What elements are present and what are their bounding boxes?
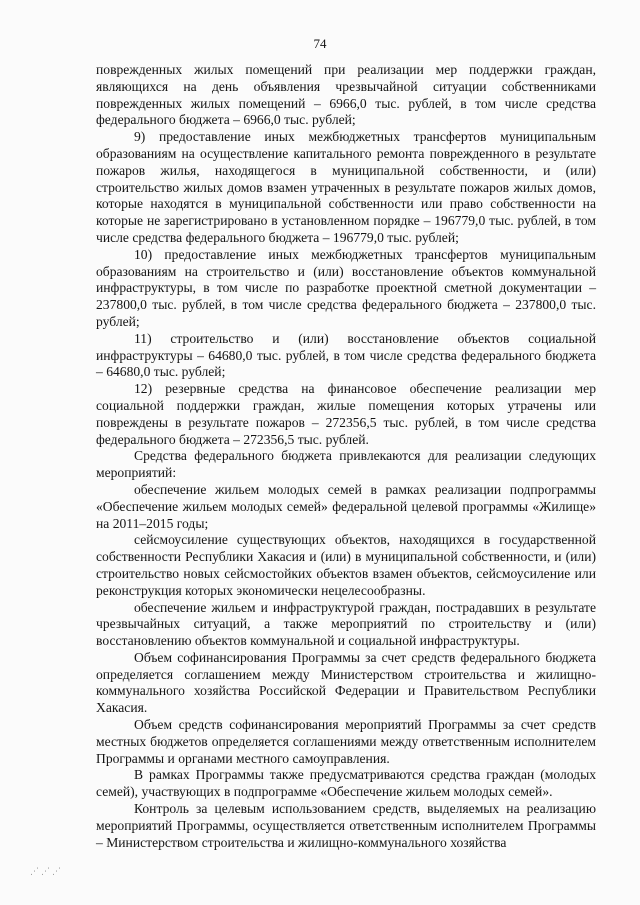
paragraph: 9) предоставление иных межбюджетных трансфертов муниципальным образованиям на осуществление капитального ремонта поврежденного в результате пожаров жилья, находящегося в муниципальной собственности, и (или) строительство жилых домов взамен утраченных в результате пожаров жилых домов, которые находятся в муниципальной собственности или право собственности на которые не зарегистрировано в установленном порядке – 196779,0 тыс. рублей, в том числе средства федерального бюджета – 196779,0 тыс. рублей; (96, 129, 596, 245)
paragraph: Контроль за целевым использованием средств, выделяемых на реализацию мероприятий Программы, осуществляется ответственным исполнителем Программы – Министерством строительства и жилищно-коммунального хозяйства (96, 801, 596, 850)
paragraph: Средства федерального бюджета привлекаются для реализации следующих мероприятий: (96, 448, 596, 481)
paragraph: поврежденных жилых помещений при реализации мер поддержки граждан, являющихся на день объявления чрезвычайной ситуации собственниками поврежденных жилых помещений – 6966,0 тыс. рублей, в том числе средства федерального бюджета – 6966,0 тыс. рублей; (96, 62, 596, 128)
paragraph: сейсмоусиление существующих объектов, находящихся в государственной собственности Республики Хакасия и (или) в муниципальной собственности, и (или) строительство новых сейсмостойких объектов взамен объектов, сейсмоусиление или реконструкция которых экономически нецелесообразны. (96, 532, 596, 598)
paragraph: Объем софинансирования Программы за счет средств федерального бюджета определяется соглашением между Министерством строительства и жилищно-коммунального хозяйства Российской Федерации и Правительством Республики Хакасия. (96, 649, 596, 716)
scan-artifact-mark: ⋰⋰⋰ (30, 867, 63, 877)
paragraph: В рамках Программы также предусматриваются средства граждан (молодых семей), участвующих в подпрограмме «Обеспечение жильем молодых семей». (96, 767, 596, 800)
paragraph: обеспечение жильем и инфраструктурой граждан, пострадавших в результате чрезвычайных ситуаций, а также мероприятий по строительству и (или) восстановлению объектов коммунальной и социальной инфраструктуры. (96, 599, 596, 649)
paragraph: обеспечение жильем молодых семей в рамках реализации подпрограммы «Обеспечение жильем молодых семей» федеральной целевой программы «Жилище» на 2011–2015 годы; (96, 481, 596, 531)
page-number: 74 (313, 36, 327, 51)
paragraph: 12) резервные средства на финансовое обеспечение реализации мер социальной поддержки граждан, жилые помещения которых утрачены или повреждены в результате пожаров – 272356,5 тыс. рублей, в том числе средства федерального бюджета – 272356,5 тыс. рублей. (96, 381, 596, 447)
paragraph: 10) предоставление иных межбюджетных трансфертов муниципальным образованиям на строительство и (или) восстановление объектов коммунальной инфраструктуры, в том числе по разработке проектной сметной документации – 237800,0 тыс. рублей, в том числе средства федерального бюджета – 237800,0 тыс. рублей; (96, 246, 596, 329)
document-body (96, 62, 596, 851)
paragraph: 11) строительство и (или) восстановление объектов социальной инфраструктуры – 64680,0 тыс. рублей, в том числе средства федерального бюджета – 64680,0 тыс. рублей; (96, 330, 596, 380)
paragraph: Объем средств софинансирования мероприятий Программы за счет средств местных бюджетов определяется соглашениями между ответственным исполнителем Программы и органами местного самоуправления. (96, 717, 596, 766)
